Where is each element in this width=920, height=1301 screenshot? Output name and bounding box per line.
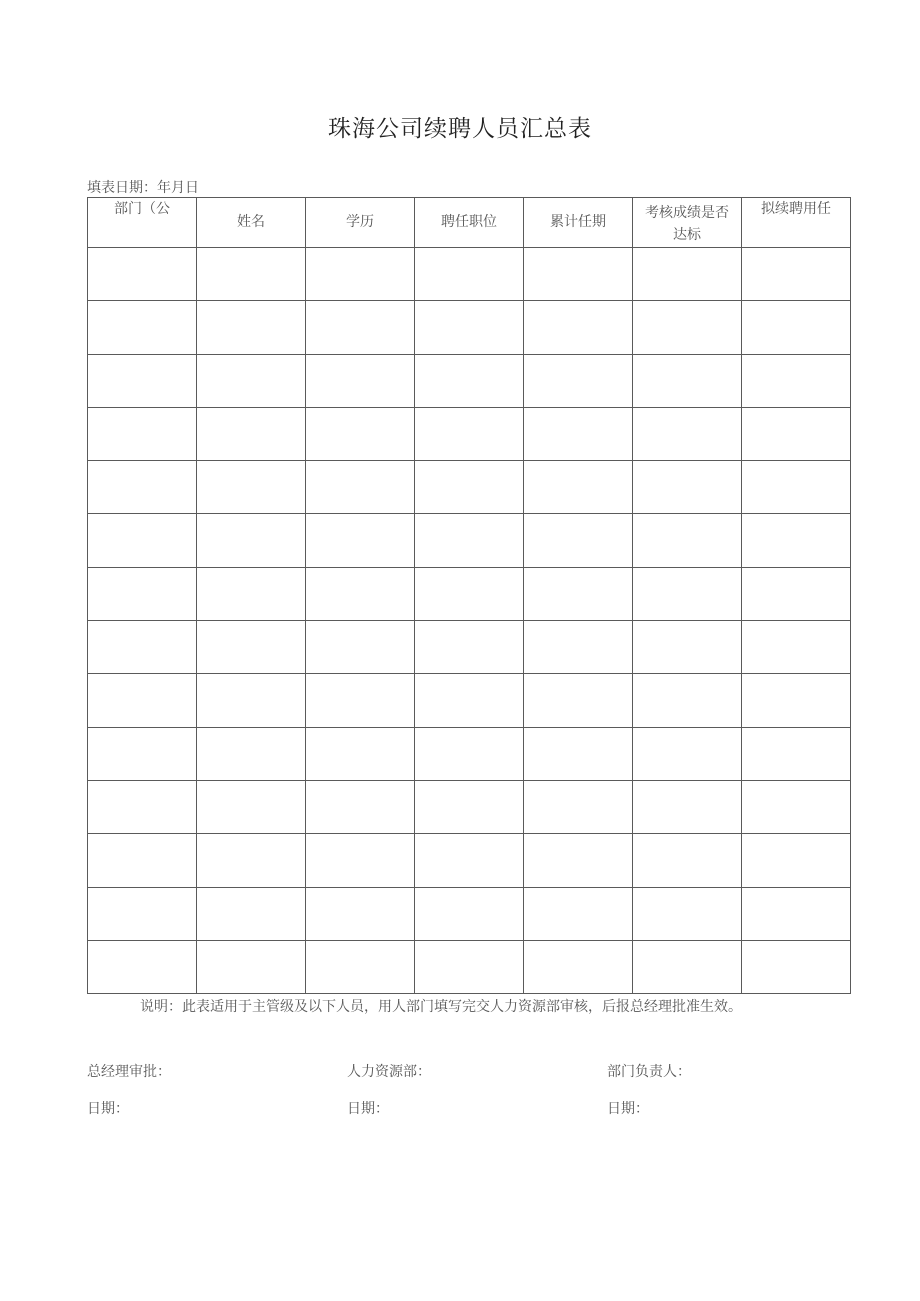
table-row [88, 461, 851, 514]
table-cell [742, 727, 851, 780]
table-cell [306, 727, 415, 780]
hr-dept-label: 人力资源部： [347, 1064, 431, 1080]
table-cell [742, 834, 851, 887]
table-cell [197, 727, 306, 780]
table-cell [88, 354, 197, 407]
dept-head-date-label: 日期： [607, 1101, 649, 1117]
table-cell [415, 301, 524, 354]
table-row [88, 834, 851, 887]
table-cell [633, 567, 742, 620]
table-cell [415, 834, 524, 887]
table-cell [197, 834, 306, 887]
table-cell [415, 887, 524, 940]
gm-approval-label: 总经理审批： [87, 1064, 171, 1080]
table-cell [742, 887, 851, 940]
table-row [88, 727, 851, 780]
table-cell [88, 621, 197, 674]
table-cell [742, 301, 851, 354]
table-cell [633, 674, 742, 727]
table-cell [633, 461, 742, 514]
table-cell [88, 780, 197, 833]
table-cell [197, 248, 306, 301]
table-row [88, 940, 851, 993]
table-cell [633, 407, 742, 460]
table-cell [306, 621, 415, 674]
table-cell [524, 834, 633, 887]
table-cell [524, 407, 633, 460]
table-cell [524, 514, 633, 567]
table-cell [633, 354, 742, 407]
table-cell [197, 780, 306, 833]
table-cell [88, 567, 197, 620]
table-cell [415, 940, 524, 993]
table-row [88, 514, 851, 567]
table-header-row [88, 198, 851, 248]
table-cell [742, 621, 851, 674]
table-row [88, 301, 851, 354]
table-cell [524, 940, 633, 993]
table-cell [524, 674, 633, 727]
table-cell [88, 301, 197, 354]
table-cell [742, 461, 851, 514]
note-text: 说明：此表适用于主管级及以下人员，用人部门填写完交人力资源部审核，后报总经理批准生效。 [140, 999, 742, 1015]
table-row [88, 887, 851, 940]
table-cell [415, 727, 524, 780]
gm-date-label: 日期： [87, 1101, 129, 1117]
table-cell [415, 621, 524, 674]
table-row [88, 780, 851, 833]
table-cell [415, 248, 524, 301]
table-cell [197, 887, 306, 940]
table-cell [306, 940, 415, 993]
header-department: 部门（公 [88, 198, 197, 248]
table-cell [415, 354, 524, 407]
header-assessment: 考核成绩是否 达标 [633, 198, 742, 248]
table-cell [524, 780, 633, 833]
table-cell [524, 567, 633, 620]
table-cell [306, 407, 415, 460]
table-cell [197, 461, 306, 514]
table-cell [524, 248, 633, 301]
table-cell [633, 301, 742, 354]
table-cell [415, 514, 524, 567]
header-tenure: 累计任期 [524, 198, 633, 248]
dept-head-label: 部门负责人： [607, 1064, 691, 1080]
header-name: 姓名 [197, 198, 306, 248]
table-cell [197, 674, 306, 727]
table-cell [88, 461, 197, 514]
table-cell [88, 674, 197, 727]
table-cell [742, 514, 851, 567]
table-cell [306, 248, 415, 301]
fill-date-label: 填表日期：年月日 [87, 180, 199, 196]
table-row [88, 354, 851, 407]
table-cell [88, 514, 197, 567]
table-row [88, 407, 851, 460]
table-cell [197, 567, 306, 620]
table-cell [88, 940, 197, 993]
table-cell [524, 727, 633, 780]
table-cell [306, 834, 415, 887]
table-cell [306, 780, 415, 833]
table-cell [306, 514, 415, 567]
header-reappoint: 拟续聘用任 [742, 198, 851, 248]
table-cell [88, 887, 197, 940]
table-cell [742, 354, 851, 407]
table-cell [415, 567, 524, 620]
table-cell [197, 407, 306, 460]
table-cell [88, 248, 197, 301]
table-cell [633, 727, 742, 780]
table-cell [633, 514, 742, 567]
table-cell [633, 940, 742, 993]
table-cell [306, 567, 415, 620]
table-cell [88, 407, 197, 460]
table-cell [415, 780, 524, 833]
table-cell [524, 461, 633, 514]
table-cell [197, 354, 306, 407]
table-cell [742, 940, 851, 993]
table-cell [633, 834, 742, 887]
table-row [88, 621, 851, 674]
table-cell [742, 567, 851, 620]
document-title: 珠海公司续聘人员汇总表 [328, 116, 592, 142]
table-cell [633, 887, 742, 940]
hr-date-label: 日期： [347, 1101, 389, 1117]
table-cell [197, 621, 306, 674]
table-cell [197, 301, 306, 354]
table-cell [524, 887, 633, 940]
table-cell [524, 621, 633, 674]
table-cell [306, 301, 415, 354]
table-row [88, 248, 851, 301]
table-cell [742, 780, 851, 833]
table-cell [524, 301, 633, 354]
summary-table [87, 197, 851, 994]
table-cell [415, 674, 524, 727]
table-cell [415, 461, 524, 514]
table-cell [306, 887, 415, 940]
header-position: 聘任职位 [415, 198, 524, 248]
table-cell [197, 940, 306, 993]
table-row [88, 567, 851, 620]
table-cell [88, 834, 197, 887]
table-cell [742, 248, 851, 301]
table-cell [633, 248, 742, 301]
table-cell [633, 780, 742, 833]
table-cell [415, 407, 524, 460]
table-cell [306, 354, 415, 407]
table-cell [742, 674, 851, 727]
table-cell [197, 514, 306, 567]
table-cell [306, 674, 415, 727]
table-cell [633, 621, 742, 674]
table-cell [88, 727, 197, 780]
table-cell [524, 354, 633, 407]
table-cell [306, 461, 415, 514]
table-cell [742, 407, 851, 460]
header-education: 学历 [306, 198, 415, 248]
table-row [88, 674, 851, 727]
